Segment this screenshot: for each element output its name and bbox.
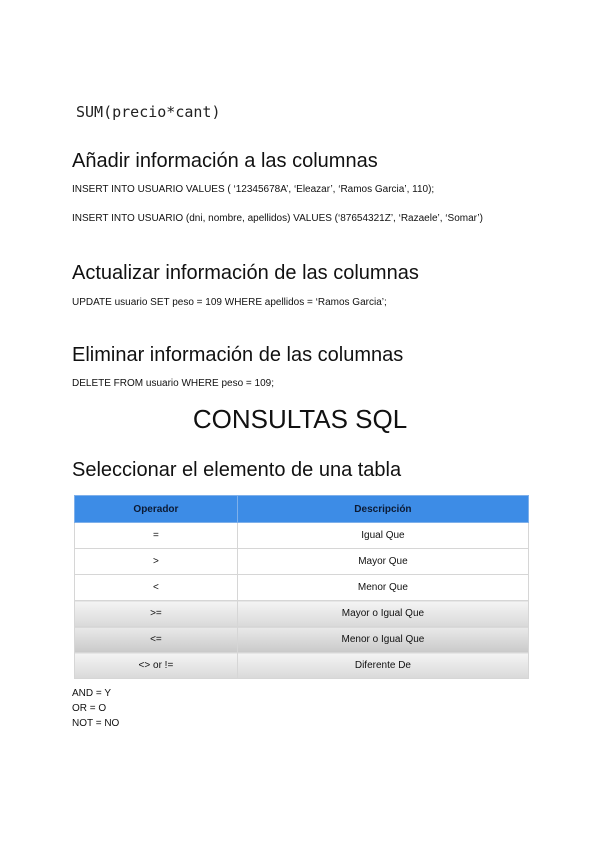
heading-add: Añadir información a las columnas — [72, 150, 378, 172]
update-statement: UPDATE usuario SET peso = 109 WHERE apellidos = ‘Ramos Garcia’; — [72, 297, 387, 308]
operators-table — [74, 495, 529, 679]
heading-select: Seleccionar el elemento de una tabla — [72, 459, 402, 481]
column-header-operator: Operador — [75, 496, 238, 523]
operator-cell: > — [75, 549, 238, 575]
table-header-row — [75, 496, 529, 523]
logic-and: AND = Y — [72, 688, 111, 699]
insert-statement-1: INSERT INTO USUARIO VALUES ( ‘12345678A’, ‘Eleazar’, ‘Ramos Garcia’, 110); — [72, 184, 435, 195]
page-title: CONSULTAS SQL — [192, 404, 408, 434]
heading-update: Actualizar información de las columnas — [72, 262, 419, 284]
logic-not: NOT = NO — [72, 718, 120, 729]
table-row — [75, 653, 529, 679]
code-snippet: SUM(precio*cant) — [76, 103, 221, 121]
heading-delete: Eliminar información de las columnas — [72, 344, 404, 366]
delete-statement: DELETE FROM usuario WHERE peso = 109; — [72, 378, 275, 389]
insert-statement-2: INSERT INTO USUARIO (dni, nombre, apellidos) VALUES (‘87654321Z’, ‘Razaele’, ‘Somar’) — [72, 213, 483, 224]
logic-operators-list — [72, 686, 119, 731]
description-cell: Mayor Que — [237, 549, 528, 575]
operator-cell: = — [75, 523, 238, 549]
operator-cell: < — [75, 575, 238, 601]
description-cell: Mayor o Igual Que — [237, 601, 528, 627]
operator-cell: <= — [75, 627, 238, 653]
description-cell: Igual Que — [237, 523, 528, 549]
logic-or: OR = O — [72, 703, 107, 714]
description-cell: Menor o Igual Que — [237, 627, 528, 653]
description-cell: Menor Que — [237, 575, 528, 601]
operator-cell: <> or != — [75, 653, 238, 679]
table-row — [75, 549, 529, 575]
table-row — [75, 575, 529, 601]
column-header-description: Descripción — [237, 496, 528, 523]
table-row — [75, 601, 529, 627]
operator-cell: >= — [75, 601, 238, 627]
description-cell: Diferente De — [237, 653, 528, 679]
table-row — [75, 523, 529, 549]
table-row — [75, 627, 529, 653]
